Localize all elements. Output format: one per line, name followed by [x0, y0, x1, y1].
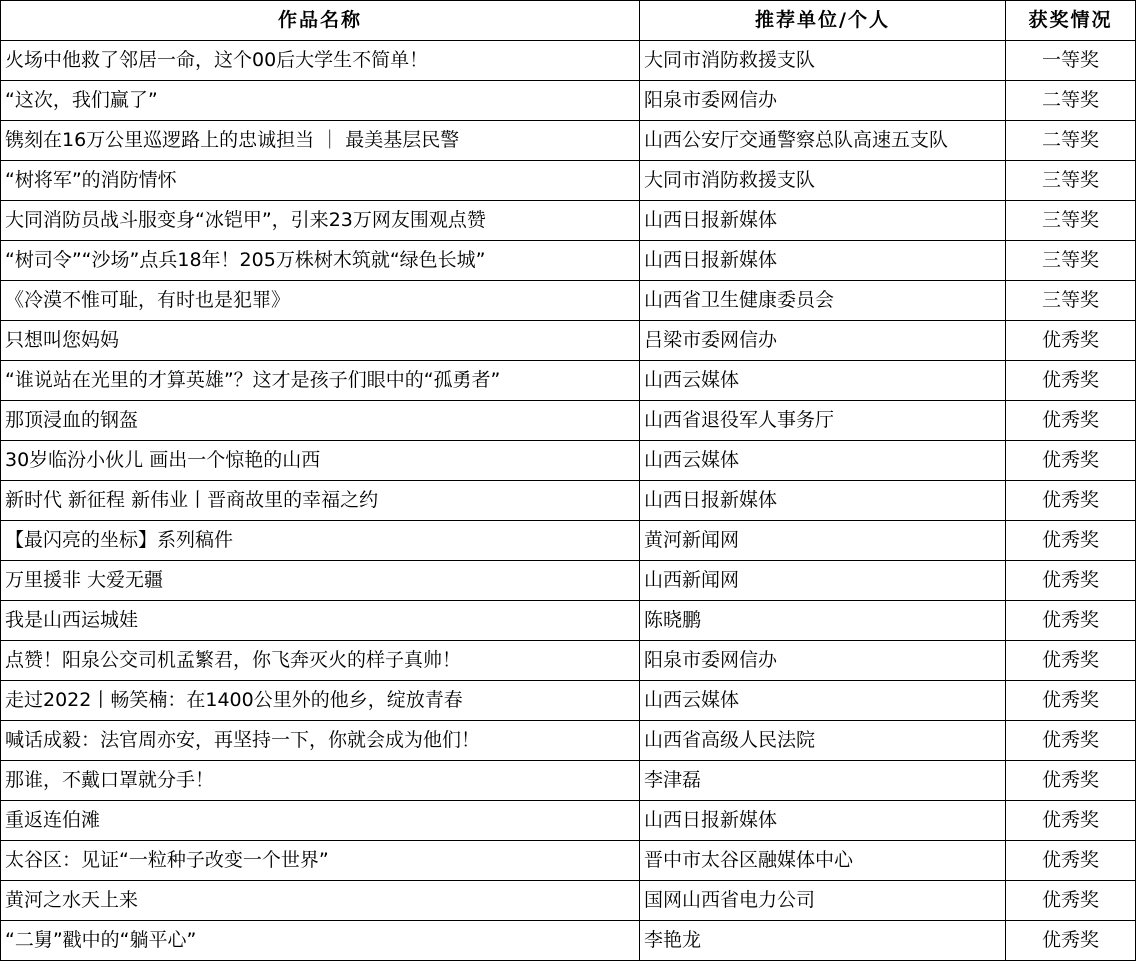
award-level: 优秀奖 — [1006, 721, 1136, 761]
award-level: 优秀奖 — [1006, 681, 1136, 721]
award-level: 优秀奖 — [1006, 561, 1136, 601]
table-row — [1, 41, 1136, 81]
recommending-unit: 山西云媒体 — [640, 681, 1006, 721]
work-title: 【最闪亮的坐标】系列稿件 — [1, 521, 640, 561]
table-row — [1, 841, 1136, 881]
recommending-unit: 山西新闻网 — [640, 561, 1006, 601]
recommending-unit: 国网山西省电力公司 — [640, 881, 1006, 921]
work-title: 大同消防员战斗服变身“冰铠甲”，引来23万网友围观点赞 — [1, 201, 640, 241]
table-row — [1, 801, 1136, 841]
work-title: “谁说站在光里的才算英雄”？这才是孩子们眼中的“孤勇者” — [1, 361, 640, 401]
table-row — [1, 281, 1136, 321]
table-row — [1, 401, 1136, 441]
recommending-unit: 山西日报新媒体 — [640, 801, 1006, 841]
recommending-unit: 吕梁市委网信办 — [640, 321, 1006, 361]
recommending-unit: 陈晓鹏 — [640, 601, 1006, 641]
recommending-unit: 山西日报新媒体 — [640, 201, 1006, 241]
recommending-unit: 山西省卫生健康委员会 — [640, 281, 1006, 321]
table-row — [1, 601, 1136, 641]
recommending-unit: 李津磊 — [640, 761, 1006, 801]
table-row — [1, 441, 1136, 481]
work-title: 走过2022丨畅笑楠：在1400公里外的他乡，绽放青春 — [1, 681, 640, 721]
award-level: 二等奖 — [1006, 81, 1136, 121]
table-row — [1, 161, 1136, 201]
recommending-unit: 阳泉市委网信办 — [640, 81, 1006, 121]
table-row — [1, 241, 1136, 281]
table-body — [1, 41, 1136, 961]
award-level: 三等奖 — [1006, 241, 1136, 281]
award-level: 优秀奖 — [1006, 641, 1136, 681]
award-level: 优秀奖 — [1006, 521, 1136, 561]
work-title: 点赞！阳泉公交司机孟繁君，你飞奔灭火的样子真帅！ — [1, 641, 640, 681]
table-row — [1, 721, 1136, 761]
recommending-unit: 大同市消防救援支队 — [640, 41, 1006, 81]
table-row — [1, 321, 1136, 361]
work-title: 重返连伯滩 — [1, 801, 640, 841]
work-title: 只想叫您妈妈 — [1, 321, 640, 361]
table-row — [1, 761, 1136, 801]
award-level: 优秀奖 — [1006, 321, 1136, 361]
work-title: 火场中他救了邻居一命，这个00后大学生不简单！ — [1, 41, 640, 81]
work-title: “树司令”“沙场”点兵18年！205万株树木筑就“绿色长城” — [1, 241, 640, 281]
award-level: 优秀奖 — [1006, 881, 1136, 921]
header-row — [1, 1, 1136, 41]
work-title: 太谷区：见证“一粒种子改变一个世界” — [1, 841, 640, 881]
work-title: 喊话成毅：法官周亦安，再坚持一下，你就会成为他们！ — [1, 721, 640, 761]
recommending-unit: 黄河新闻网 — [640, 521, 1006, 561]
recommending-unit: 大同市消防救援支队 — [640, 161, 1006, 201]
work-title: “二舅”戳中的“躺平心” — [1, 921, 640, 961]
recommending-unit: 山西省退役军人事务厅 — [640, 401, 1006, 441]
table-row — [1, 681, 1136, 721]
award-level: 优秀奖 — [1006, 401, 1136, 441]
header-title: 作品名称 — [1, 1, 640, 41]
award-level: 优秀奖 — [1006, 761, 1136, 801]
table-row — [1, 201, 1136, 241]
work-title: 镌刻在16万公里巡逻路上的忠诚担当 ｜ 最美基层民警 — [1, 121, 640, 161]
table-row — [1, 641, 1136, 681]
work-title: 新时代 新征程 新伟业丨晋商故里的幸福之约 — [1, 481, 640, 521]
work-title: “这次，我们赢了” — [1, 81, 640, 121]
award-level: 优秀奖 — [1006, 921, 1136, 961]
recommending-unit: 山西云媒体 — [640, 361, 1006, 401]
recommending-unit: 李艳龙 — [640, 921, 1006, 961]
recommending-unit: 阳泉市委网信办 — [640, 641, 1006, 681]
recommending-unit: 山西公安厅交通警察总队高速五支队 — [640, 121, 1006, 161]
recommending-unit: 山西省高级人民法院 — [640, 721, 1006, 761]
table-row — [1, 361, 1136, 401]
header-award: 获奖情况 — [1006, 1, 1136, 41]
table-row — [1, 481, 1136, 521]
work-title: 那谁，不戴口罩就分手！ — [1, 761, 640, 801]
work-title: 黄河之水天上来 — [1, 881, 640, 921]
award-level: 三等奖 — [1006, 161, 1136, 201]
header-unit: 推荐单位/个人 — [640, 1, 1006, 41]
recommending-unit: 晋中市太谷区融媒体中心 — [640, 841, 1006, 881]
award-level: 三等奖 — [1006, 201, 1136, 241]
work-title: 万里援非 大爱无疆 — [1, 561, 640, 601]
table-row — [1, 921, 1136, 961]
award-level: 优秀奖 — [1006, 841, 1136, 881]
award-level: 优秀奖 — [1006, 361, 1136, 401]
table-row — [1, 561, 1136, 601]
recommending-unit: 山西日报新媒体 — [640, 481, 1006, 521]
table-row — [1, 121, 1136, 161]
award-level: 优秀奖 — [1006, 481, 1136, 521]
work-title: “树将军”的消防情怀 — [1, 161, 640, 201]
work-title: 我是山西运城娃 — [1, 601, 640, 641]
work-title: 30岁临汾小伙儿 画出一个惊艳的山西 — [1, 441, 640, 481]
award-level: 优秀奖 — [1006, 601, 1136, 641]
award-level: 优秀奖 — [1006, 441, 1136, 481]
award-level: 一等奖 — [1006, 41, 1136, 81]
award-level: 优秀奖 — [1006, 801, 1136, 841]
recommending-unit: 山西云媒体 — [640, 441, 1006, 481]
table-row — [1, 81, 1136, 121]
work-title: 那顶浸血的钢盔 — [1, 401, 640, 441]
recommending-unit: 山西日报新媒体 — [640, 241, 1006, 281]
award-level: 二等奖 — [1006, 121, 1136, 161]
table-row — [1, 881, 1136, 921]
award-level: 三等奖 — [1006, 281, 1136, 321]
work-title: 《冷漠不惟可耻，有时也是犯罪》 — [1, 281, 640, 321]
table-row — [1, 521, 1136, 561]
